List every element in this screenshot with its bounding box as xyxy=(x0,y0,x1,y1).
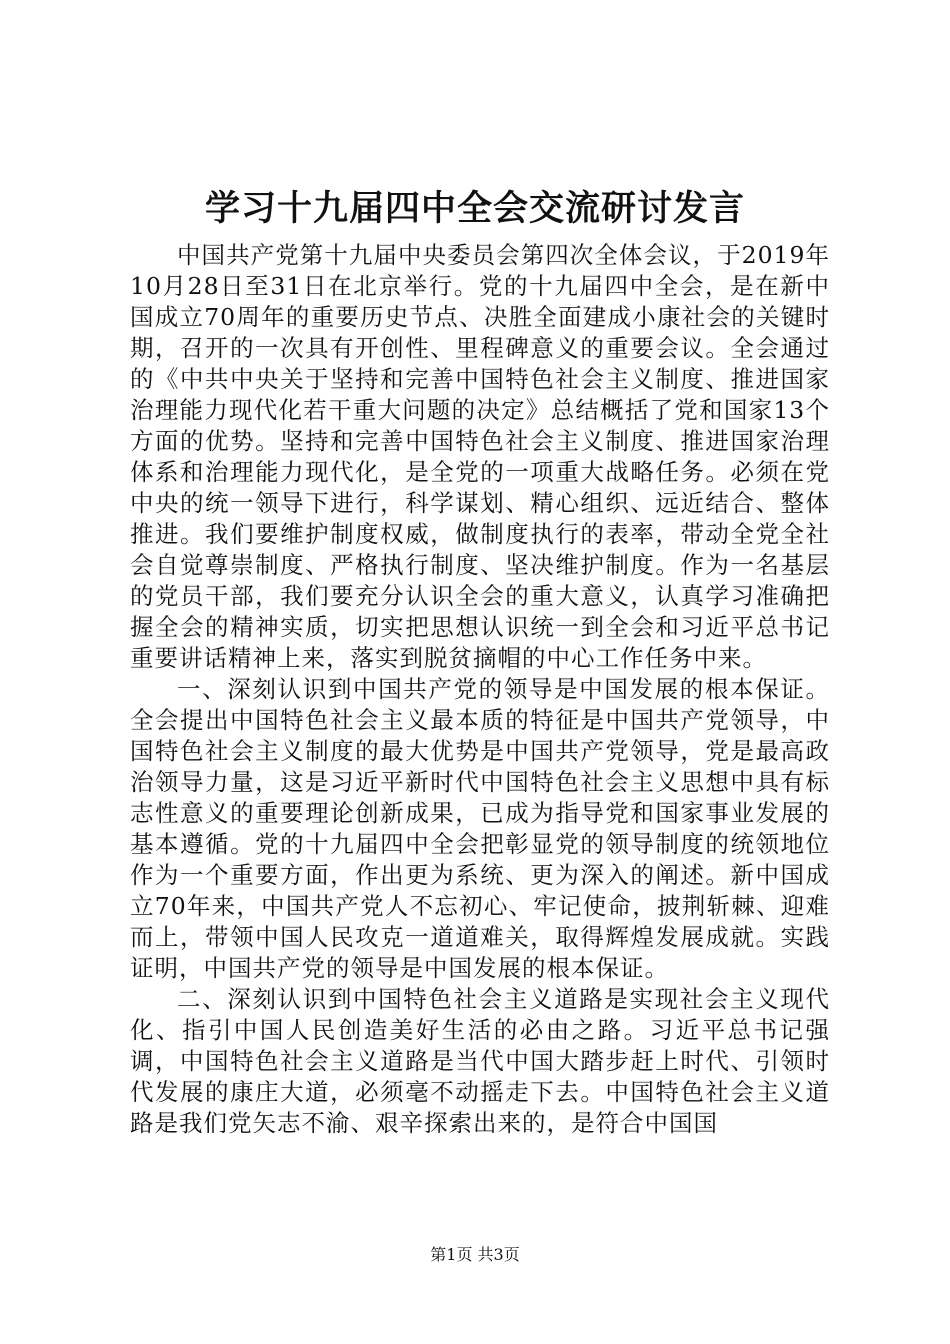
document-body xyxy=(130,240,830,1190)
paragraph-intro: 中国共产党第十九届中央委员会第四次全体会议，于2019年10月28日至31日在北京举行。党的十九届四中全会，是在新中国成立70周年的重要历史节点、决胜全面建成小康社会的关键时期，召开的一次具有开创性、里程碑意义的重要会议。全会通过的《中共中央关于坚持和完善中国特色社会主义制度、推进国家治理能力现代化若干重大问题的决定》总结概括了党和国家13个方面的优势。坚持和完善中国特色社会主义制度、推进国家治理体系和治理能力现代化，是全党的一项重大战略任务。必须在党中央的统一领导下进行，科学谋划、精心组织、远近结合、整体推进。我们要维护制度权威，做制度执行的表率，带动全党全社会自觉尊崇制度、严格执行制度、坚决维护制度。作为一名基层的党员干部，我们要充分认识全会的重大意义，认真学习准确把握全会的精神实质，切实把思想认识统一到全会和习近平总书记重要讲话精神上来，落实到脱贫摘帽的中心工作任务中来。 xyxy=(130,241,830,672)
document-title: 学习十九届四中全会交流研讨发言 xyxy=(204,188,745,229)
paragraph-section-one: 一、深刻认识到中国共产党的领导是中国发展的根本保证。全会提出中国特色社会主义最本质的特征是中国共产党领导，中国特色社会主义制度的最大优势是中国共产党领导，党是最高政治领导力量，这是习近平新时代中国特色社会主义思想中具有标志性意义的重要理论创新成果，已成为指导党和国家事业发展的基本遵循。党的十九届四中全会把彰显党的领导制度的统领地位作为一个重要方面，作出更为系统、更为深入的阐述。新中国成立70年来，中国共产党人不忘初心、牢记使命，披荆斩棘、迎难而上，带领中国人民攻克一道道难关，取得辉煌发展成就。实践证明，中国共产党的领导是中国发展的根本保证。 xyxy=(130,675,830,982)
page-number-footer: 第1页 共3页 xyxy=(430,1245,520,1264)
paragraph-section-two: 二、深刻认识到中国特色社会主义道路是实现社会主义现代化、指引中国人民创造美好生活的必由之路。习近平总书记强调，中国特色社会主义道路是当代中国大踏步赶上时代、引领时代发展的康庄大道，必须毫不动摇走下去。中国特色社会主义道路是我们党矢志不渝、艰辛探索出来的，是符合中国国 xyxy=(130,985,830,1137)
